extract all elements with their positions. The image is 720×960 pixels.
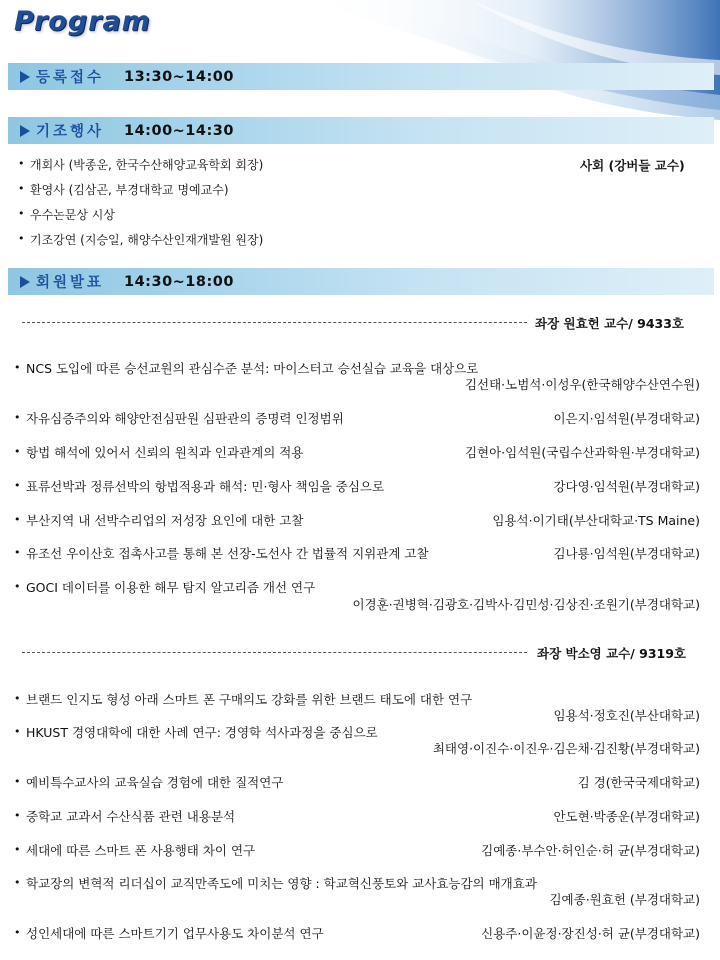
paper-authors: 김예종·부수안·허인순·허 균(부경대학교): [481, 843, 700, 858]
bullet-icon: •: [14, 843, 21, 856]
section-bar-registration: [8, 63, 714, 90]
section-time: 14:30~18:00: [124, 273, 234, 290]
bullet-icon: •: [18, 232, 25, 245]
paper-title: 세대에 따른 스마트 폰 사용행태 차이 연구: [26, 843, 256, 858]
divider: [22, 652, 527, 653]
paper-authors: 김선태·노범석·이성우(한국해양수산연수원): [464, 377, 700, 392]
bullet-icon: •: [14, 445, 21, 458]
bullet-icon: •: [14, 725, 21, 738]
bullet-icon: •: [14, 580, 21, 593]
bullet-icon: •: [14, 692, 21, 705]
keynote-host: 사회 (강버들 교수): [580, 158, 685, 173]
section-bar-keynote: [8, 117, 714, 144]
paper-authors: 안도현·박종운(부경대학교): [553, 809, 700, 824]
bullet-icon: •: [14, 411, 21, 424]
paper-authors: 강다영·임석원(부경대학교): [553, 479, 700, 494]
bullet-icon: •: [18, 157, 25, 170]
paper-authors: 이경훈·권병혁·김광호·김박사·김민성·김상진·조원기(부경대학교): [352, 597, 700, 612]
paper-authors: 김예종·원효헌 (부경대학교): [549, 892, 700, 907]
keynote-item: 개회사 (박종운, 한국수산해양교육학회 회장): [30, 158, 264, 172]
bullet-icon: •: [18, 207, 25, 220]
keynote-item: 환영사 (김삼곤, 부경대학교 명예교수): [30, 183, 229, 197]
paper-authors: 임용석·정호진(부산대학교): [553, 708, 700, 723]
paper-authors: 김나룡·임석원(부경대학교): [553, 546, 700, 561]
paper-title: 예비특수교사의 교육실습 경험에 대한 질적연구: [26, 775, 284, 790]
section-time: 14:00~14:30: [124, 122, 234, 139]
paper-title: GOCI 데이터를 이용한 해무 탐지 알고리즘 개선 연구: [26, 580, 316, 595]
section-name: 기조행사: [36, 124, 105, 140]
paper-authors: 최태영·이진수·이진우·김은채·김진황(부경대학교): [432, 741, 700, 756]
divider: [22, 322, 527, 323]
paper-title: 브랜드 인지도 형성 아래 스마트 폰 구매의도 강화를 위한 브랜드 태도에 대한 연구: [26, 692, 473, 707]
section-name: 등록접수: [36, 70, 105, 86]
page-title: Program: [14, 6, 151, 37]
paper-title: 학교장의 변혁적 리더십이 교직만족도에 미치는 영향 : 학교혁신풍토와 교사효능감의 매개효과: [26, 876, 537, 891]
bullet-icon: •: [14, 809, 21, 822]
bullet-icon: •: [14, 479, 21, 492]
bullet-icon: •: [14, 546, 21, 559]
triangle-bullet-icon: [20, 276, 30, 288]
paper-authors: 김현아·임석원(국립수산과학원·부경대학교): [464, 445, 700, 460]
section-name: 회원발표: [36, 275, 105, 291]
bullet-icon: •: [14, 876, 21, 889]
paper-title: 자유심증주의와 해양안전심판원 심판관의 증명력 인정범위: [26, 411, 344, 426]
section-time: 13:30~14:00: [124, 68, 234, 85]
paper-title: 중학교 교과서 수산식품 관련 내용분석: [26, 809, 236, 824]
bullet-icon: •: [14, 361, 21, 374]
paper-title: NCS 도입에 따른 승선교원의 관심수준 분석: 마이스터고 승선실습 교육을 대상으로: [26, 361, 479, 376]
paper-title: 항법 해석에 있어서 신뢰의 원칙과 인과관계의 적용: [26, 445, 304, 460]
triangle-bullet-icon: [20, 71, 30, 83]
paper-title: 유조선 우이산호 접촉사고를 통해 본 선장-도선사 간 법률적 지위관계 고찰: [26, 546, 429, 561]
paper-title: 부산지역 내 선박수리업의 저성장 요인에 대한 고찰: [26, 513, 304, 528]
bullet-icon: •: [14, 513, 21, 526]
session-chair: 좌장 원효헌 교수/ 9433호: [535, 316, 685, 331]
keynote-item: 우수논문상 시상: [30, 208, 115, 222]
bullet-icon: •: [14, 926, 21, 939]
session-chair: 좌장 박소영 교수/ 9319호: [537, 646, 687, 661]
paper-title: 성인세대에 따른 스마트기기 업무사용도 차이분석 연구: [26, 926, 324, 941]
section-bar-presentations: [8, 268, 714, 295]
paper-authors: 임용석·이기태(부산대학교·TS Maine): [492, 513, 700, 528]
paper-authors: 신용주·이윤정·장진성·허 균(부경대학교): [481, 926, 700, 941]
bullet-icon: •: [18, 182, 25, 195]
paper-title: HKUST 경영대학에 대한 사례 연구: 경영학 석사과정을 중심으로: [26, 725, 378, 740]
paper-authors: 이은지·임석원(부경대학교): [553, 411, 700, 426]
paper-authors: 김 경(한국국제대학교): [577, 775, 700, 790]
keynote-item: 기조강연 (지승일, 해양수산인재개발원 원장): [30, 233, 264, 247]
triangle-bullet-icon: [20, 125, 30, 137]
paper-title: 표류선박과 정류선박의 항법적용과 해석: 민·형사 책임을 중심으로: [26, 479, 385, 494]
bullet-icon: •: [14, 775, 21, 788]
